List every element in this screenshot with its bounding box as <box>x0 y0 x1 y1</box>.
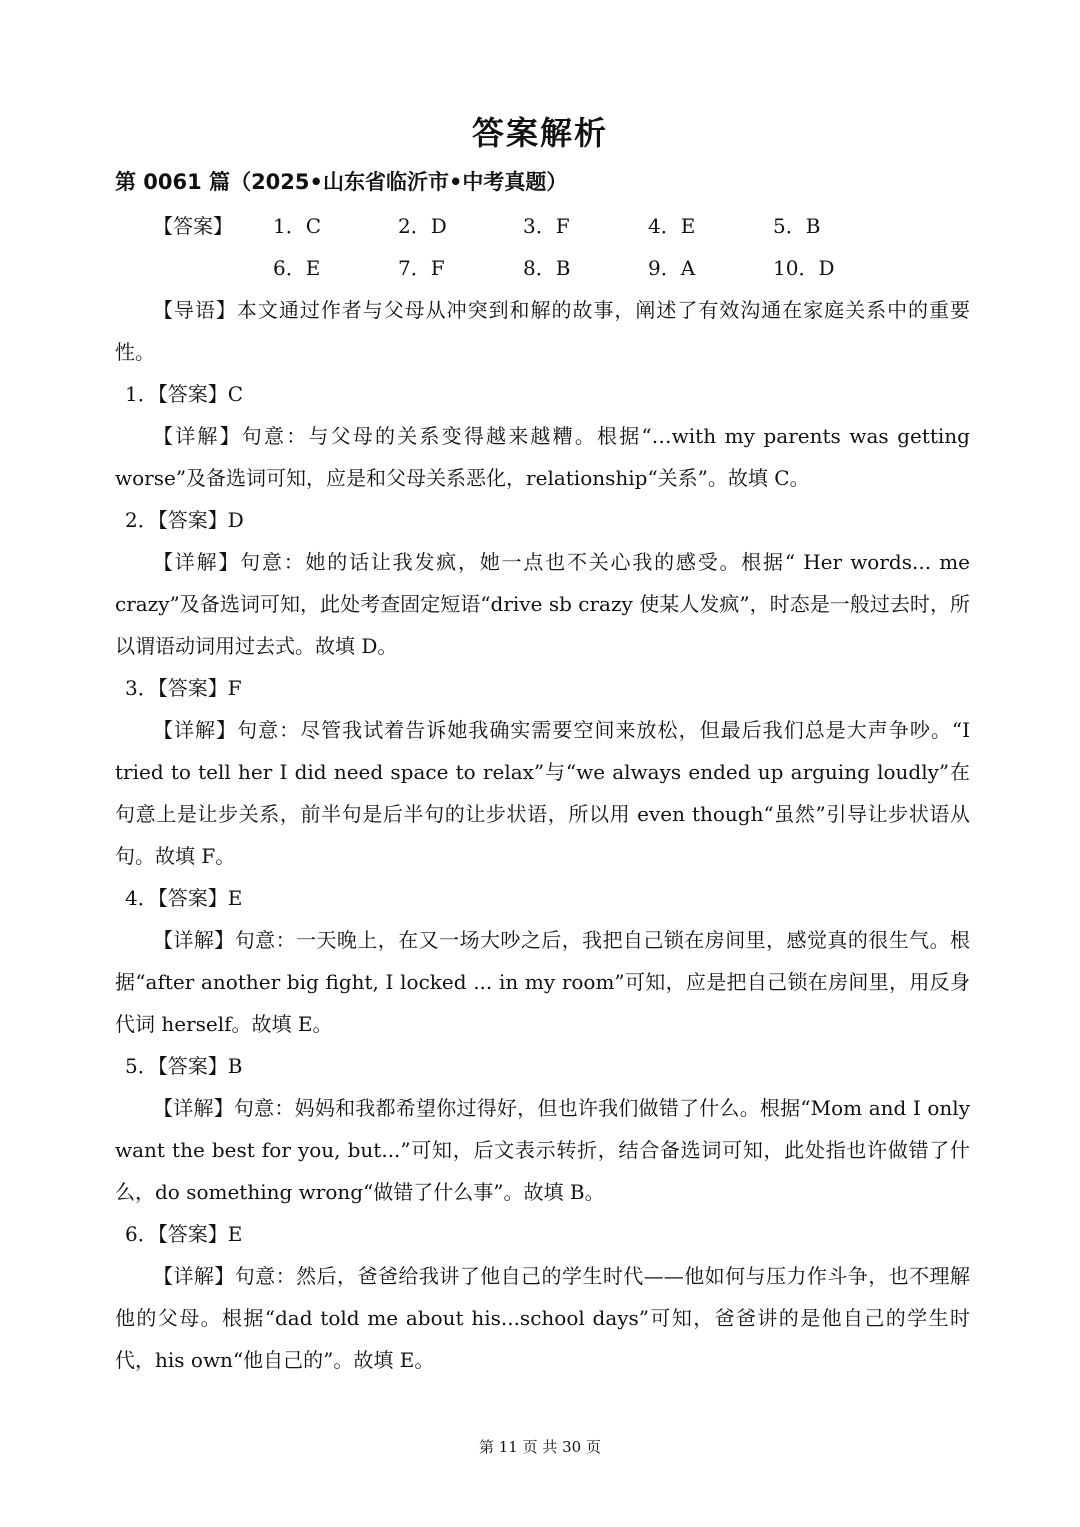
answer-key-row-1 <box>115 205 970 247</box>
section-heading: 第 0061 篇（2025•山东省临沂市•中考真题） <box>115 170 568 194</box>
page-title: 答案解析 <box>471 114 608 152</box>
question-answer-heading: 1．【答案】C <box>125 382 244 406</box>
question-explanation: 【详解】句意：与父母的关系变得越来越糟。根据“…with my parents was getting worse”及备选词可知，应是和父母关系恶化，relationship“关系”。故填 C。 <box>115 424 970 490</box>
question-explanation: 【详解】句意：一天晚上，在又一场大吵之后，我把自己锁在房间里，感觉真的很生气。根据“after another big fight, I locked ... in my room”可知，应是把自己锁在房间里，用反身代词 herself。故填 E。 <box>115 928 970 1036</box>
answer-analysis <box>115 205 970 1381</box>
answer-key-item: 8．B <box>523 256 571 280</box>
answer-key-item: 10．D <box>773 256 835 280</box>
question-explanation: 【详解】句意：她的话让我发疯，她一点也不关心我的感受。根据“ Her words... me crazy”及备选词可知，此处考查固定短语“drive sb crazy 使某人发疯”，时态是一般过去时，所以谓语动词用过去式。故填 D。 <box>115 550 970 658</box>
answer-key-row-2 <box>115 247 970 289</box>
page-number-footer: 第 11 页 共 30 页 <box>478 1438 601 1456</box>
answer-key-item: 5．B <box>773 214 821 238</box>
question-answer-heading: 6．【答案】E <box>125 1222 243 1246</box>
question-answer-heading: 3．【答案】F <box>125 676 242 700</box>
answer-key-item: 6．E <box>273 256 321 280</box>
question-answer-heading: 4．【答案】E <box>125 886 243 910</box>
intro-paragraph: 【导语】本文通过作者与父母从冲突到和解的故事，阐述了有效沟通在家庭关系中的重要性。 <box>115 298 970 364</box>
answer-key-item: 2．D <box>398 214 447 238</box>
question-answer-heading: 2．【答案】D <box>125 508 244 532</box>
question-explanation: 【详解】句意：妈妈和我都希望你过得好，但也许我们做错了什么。根据“Mom and I only want the best for you, but...”可知，后文表示转折，结合备选词可知，此处指也许做错了什么，do something wrong“做错了什么事”。故填 B。 <box>115 1096 970 1204</box>
answer-key-label: 【答案】 <box>153 214 233 238</box>
answer-key-item: 3．F <box>523 214 570 238</box>
answer-key-item: 7．F <box>398 256 445 280</box>
question-answer-heading: 5．【答案】B <box>125 1054 243 1078</box>
question-explanation: 【详解】句意：然后，爸爸给我讲了他自己的学生时代——他如何与压力作斗争，也不理解他的父母。根据“dad told me about his...school days”可知，爸爸讲的是他自己的学生时代，his own“他自己的”。故填 E。 <box>115 1264 970 1372</box>
question-explanation: 【详解】句意：尽管我试着告诉她我确实需要空间来放松，但最后我们总是大声争吵。“I tried to tell her I did need space to relax”与“we always ended up arguing loudly”在句意上是让步关系，前半句是后半句的让步状语，所以用 even though“虽然”引导让步状语从句。故填 F。 <box>115 718 970 868</box>
answer-key-item: 9．A <box>648 256 696 280</box>
answer-key-item: 4．E <box>648 214 696 238</box>
answer-key-item: 1．C <box>273 214 322 238</box>
